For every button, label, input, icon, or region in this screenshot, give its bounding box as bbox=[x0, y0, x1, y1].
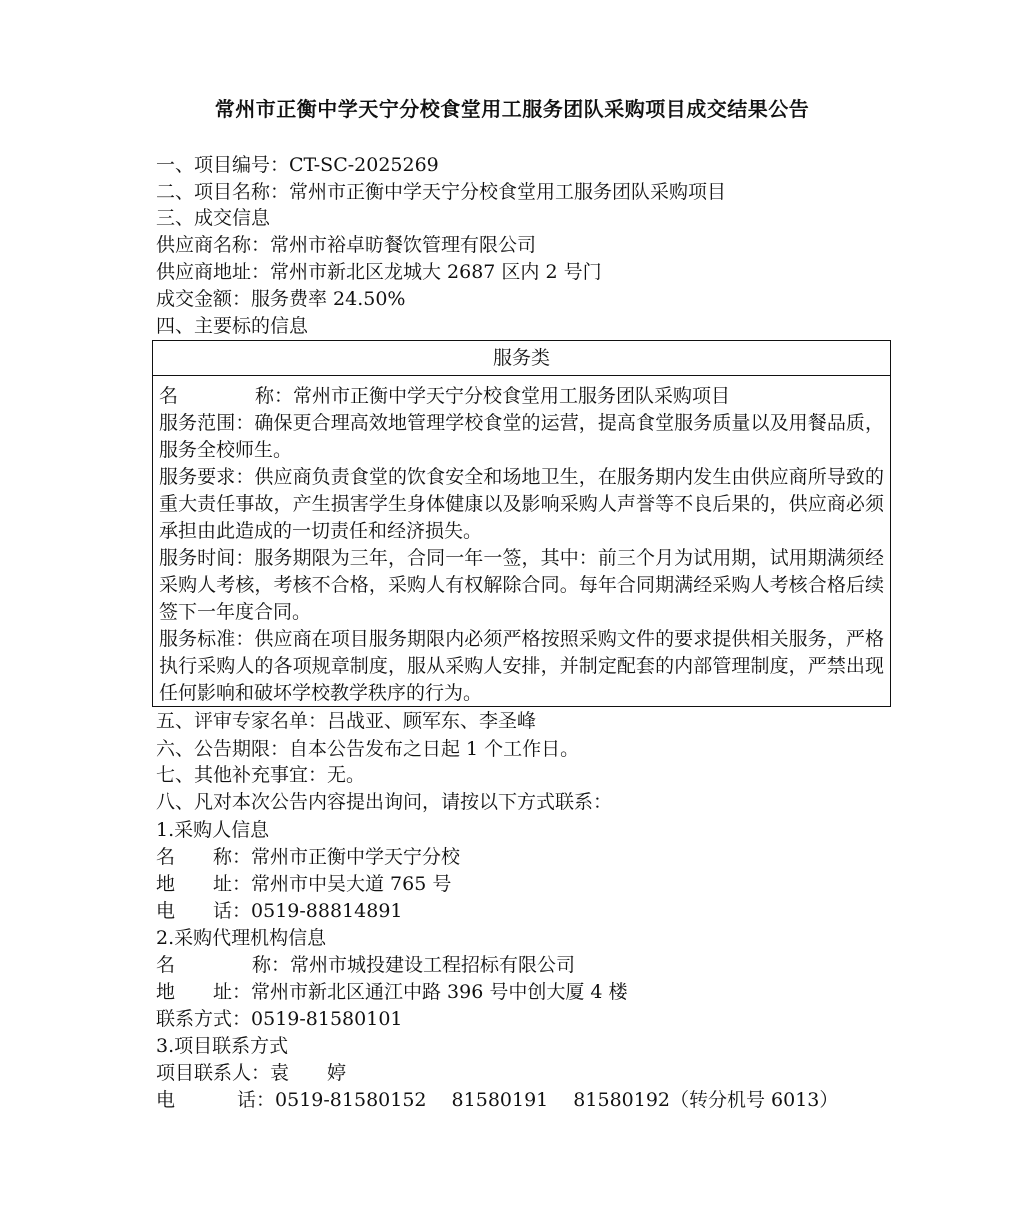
service-standard: 服务标准：供应商在项目服务期限内必须严格按照采购文件的要求提供相关服务，严格执行采购人的各项规章制度，服从采购人安排，并制定配套的内部管理制度，严禁出现任何影响和破坏学校教学秩序的行为。 bbox=[159, 628, 884, 704]
purchaser-address-label: 地 址： bbox=[156, 873, 252, 895]
deal-info-heading: 三、成交信息 bbox=[156, 207, 271, 229]
service-time: 服务时间：服务期限为三年，合同一年一签，其中：前三个月为试用期，试用期满须经采购人考核，考核不合格，采购人有权解除合同。每年合同期满经采购人考核合格后续签下一年度合同。 bbox=[159, 547, 884, 623]
other-matters: 七、其他补充事宜：无。 bbox=[156, 764, 366, 786]
service-name-label-b: 称： bbox=[255, 385, 294, 407]
agency-contact: 0519-81580101 bbox=[251, 1008, 403, 1030]
notice-period: 六、公告期限：自本公告发布之日起 1 个工作日。 bbox=[156, 738, 580, 760]
agency-contact-label: 联系方式： bbox=[156, 1008, 252, 1030]
agency-contact-row bbox=[156, 1006, 403, 1032]
purchaser-address-row bbox=[156, 871, 451, 897]
project-contact-phone-label-b: 话： bbox=[237, 1089, 276, 1111]
agency-address: 常州市新北区通江中路 396 号中创大厦 4 楼 bbox=[251, 981, 628, 1003]
purchaser-phone-row bbox=[156, 898, 403, 924]
deal-amount: 成交金额：服务费率 24.50% bbox=[156, 288, 406, 310]
project-contact-phone-row bbox=[156, 1087, 838, 1113]
project-contact-phone-label-a: 电 bbox=[156, 1089, 176, 1111]
project-contact-person-label: 项目联系人： bbox=[156, 1062, 271, 1084]
agency-name-label-b: 称： bbox=[252, 954, 291, 976]
agency-name-label-a: 名 bbox=[156, 954, 176, 976]
subject-heading: 四、主要标的信息 bbox=[156, 315, 309, 337]
purchaser-phone: 0519-88814891 bbox=[251, 900, 403, 922]
project-contact-phone: 0519-81580152 81580191 81580192（转分机号 6013） bbox=[275, 1089, 839, 1111]
experts-list: 五、评审专家名单：吕战亚、顾军东、李圣峰 bbox=[156, 710, 537, 732]
agency-address-label: 地 址： bbox=[156, 981, 252, 1003]
project-number: 一、项目编号：CT-SC-2025269 bbox=[156, 154, 439, 176]
agency-address-row bbox=[156, 979, 628, 1005]
service-requirements: 服务要求：供应商负责食堂的饮食安全和场地卫生，在服务期内发生由供应商所导致的重大责任事故，产生损害学生身体健康以及影响采购人声誉等不良后果的，供应商必须承担由此造成的一切责任和经济损失。 bbox=[159, 466, 884, 542]
project-contact-person-row bbox=[156, 1060, 346, 1086]
purchaser-phone-label: 电 话： bbox=[156, 900, 252, 922]
service-table-header: 服务类 bbox=[153, 341, 890, 376]
page-title: 常州市正衡中学天宁分校食堂用工服务团队采购项目成交结果公告 bbox=[214, 97, 810, 121]
service-name-value: 常州市正衡中学天宁分校食堂用工服务团队采购项目 bbox=[293, 385, 731, 407]
supplier-address: 供应商地址：常州市新北区龙城大 2687 区内 2 号门 bbox=[156, 261, 602, 283]
agency-name: 常州市城投建设工程招标有限公司 bbox=[290, 954, 576, 976]
agency-name-row bbox=[156, 952, 575, 978]
project-contact-heading: 3.项目联系方式 bbox=[156, 1035, 289, 1057]
service-name-label-a: 名 bbox=[159, 385, 179, 407]
contact-intro: 八、凡对本次公告内容提出询问，请按以下方式联系： bbox=[156, 791, 613, 813]
project-contact-person: 袁 婷 bbox=[270, 1062, 347, 1084]
purchaser-address: 常州市中吴大道 765 号 bbox=[251, 873, 452, 895]
purchaser-name-label: 名 称： bbox=[156, 846, 252, 868]
project-name: 二、项目名称：常州市正衡中学天宁分校食堂用工服务团队采购项目 bbox=[156, 181, 727, 203]
service-scope: 服务范围：确保更合理高效地管理学校食堂的运营，提高食堂服务质量以及用餐品质，服务全校师生。 bbox=[159, 412, 884, 461]
service-table bbox=[152, 340, 891, 707]
service-table-body bbox=[153, 376, 890, 707]
supplier-name: 供应商名称：常州市裕卓昉餐饮管理有限公司 bbox=[156, 234, 537, 256]
purchaser-name-row bbox=[156, 844, 460, 870]
agency-heading: 2.采购代理机构信息 bbox=[156, 927, 327, 949]
purchaser-name: 常州市正衡中学天宁分校 bbox=[251, 846, 461, 868]
service-name-row bbox=[159, 383, 884, 410]
purchaser-heading: 1.采购人信息 bbox=[156, 819, 270, 841]
